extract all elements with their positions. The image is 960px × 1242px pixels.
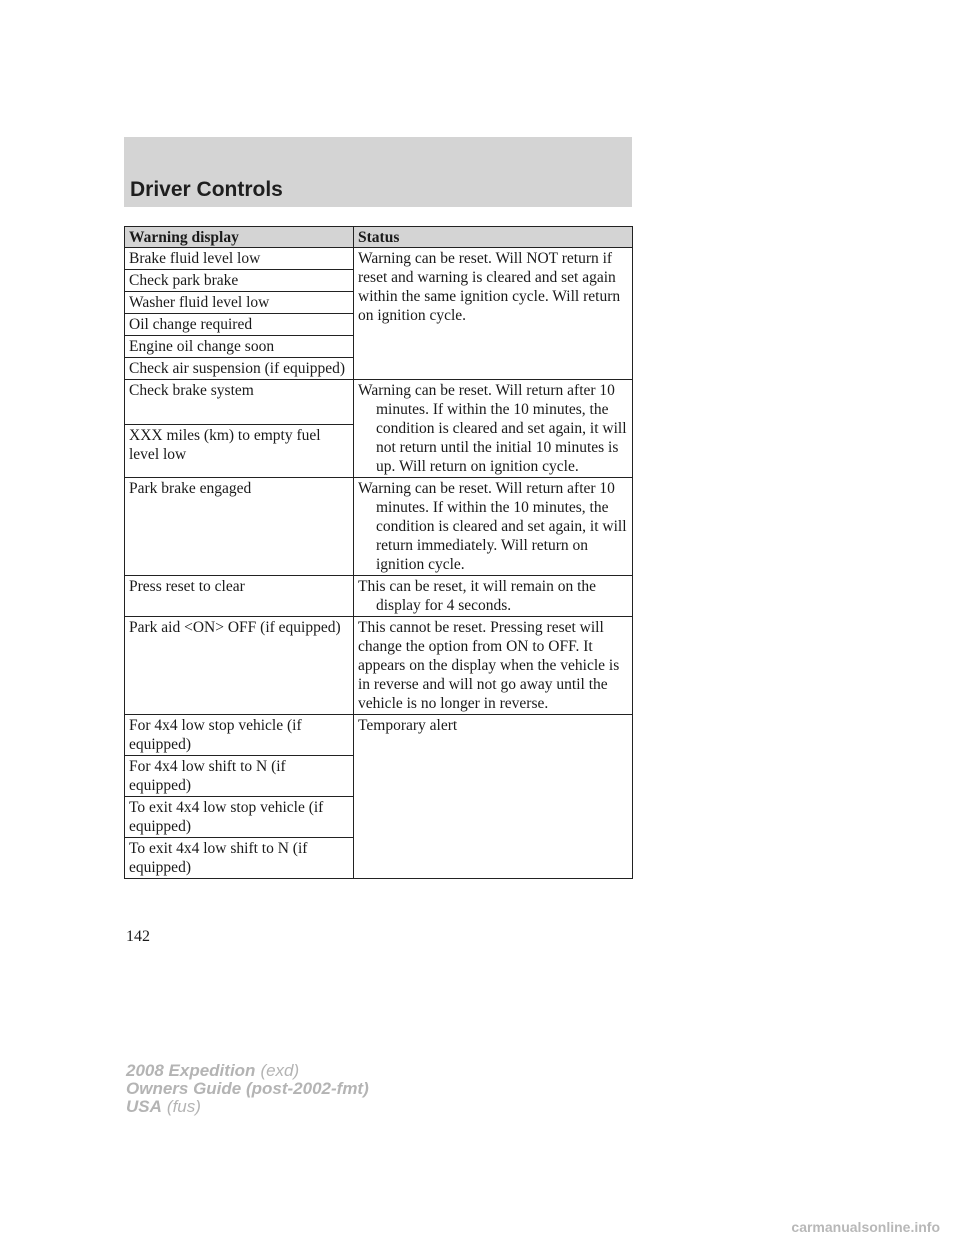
table-row (125, 380, 633, 425)
footer-model: 2008 Expedition (126, 1061, 256, 1080)
warning-cell: To exit 4x4 low shift to N (if equipped) (125, 838, 354, 879)
warning-cell: XXX miles (km) to empty fuel level low (125, 425, 354, 478)
table-row (125, 576, 633, 617)
warning-cell: To exit 4x4 low stop vehicle (if equipped) (125, 797, 354, 838)
warning-cell: Engine oil change soon (125, 336, 354, 358)
footer-model-code: (exd) (260, 1061, 300, 1080)
status-cell: This can be reset, it will remain on the display for 4 seconds. (354, 576, 633, 617)
warning-cell: Press reset to clear (125, 576, 354, 617)
warning-cell: Check park brake (125, 270, 354, 292)
footer-guide: Owners Guide (post-2002-fmt) (126, 1079, 369, 1098)
status-cell: Warning can be reset. Will NOT return if reset and warning is cleared and set again within the same ignition cycle. Will return on ignition cycle. (354, 248, 633, 380)
page-number: 142 (126, 928, 150, 945)
table-row (125, 715, 633, 756)
section-title: Driver Controls (130, 178, 283, 201)
warning-cell: Park brake engaged (125, 478, 354, 576)
table-row (125, 248, 633, 270)
column-header-status: Status (354, 227, 633, 248)
status-cell: This cannot be reset. Pressing reset will change the option from ON to OFF. It appears on the display when the vehicle is in reverse and will not go away until the vehicle is no longer in reverse. (354, 617, 633, 715)
status-cell: Warning can be reset. Will return after 10 minutes. If within the 10 minutes, the condition is cleared and set again, it will not return until the initial 10 minutes is up. Will return on ignition cycle. (354, 380, 633, 478)
warning-display-table (124, 226, 633, 879)
warning-cell: Oil change required (125, 314, 354, 336)
watermark: carmanualsonline.info (791, 1219, 940, 1235)
status-cell: Warning can be reset. Will return after 10 minutes. If within the 10 minutes, the condition is cleared and set again, it will return immediately. Will return on ignition cycle. (354, 478, 633, 576)
warning-cell: Park aid <ON> OFF (if equipped) (125, 617, 354, 715)
warning-cell: Check air suspension (if equipped) (125, 358, 354, 380)
table-row (125, 478, 633, 576)
warning-cell: Check brake system (125, 380, 354, 425)
warning-cell: For 4x4 low stop vehicle (if equipped) (125, 715, 354, 756)
table-header-row (125, 227, 633, 248)
warning-cell: Washer fluid level low (125, 292, 354, 314)
column-header-warning: Warning display (125, 227, 354, 248)
footer-market-code: (fus) (166, 1097, 201, 1116)
warning-cell: For 4x4 low shift to N (if equipped) (125, 756, 354, 797)
table-row (125, 617, 633, 715)
status-cell: Temporary alert (354, 715, 633, 879)
document-footer (126, 1062, 369, 1116)
footer-market: USA (126, 1097, 162, 1116)
warning-cell: Brake fluid level low (125, 248, 354, 270)
